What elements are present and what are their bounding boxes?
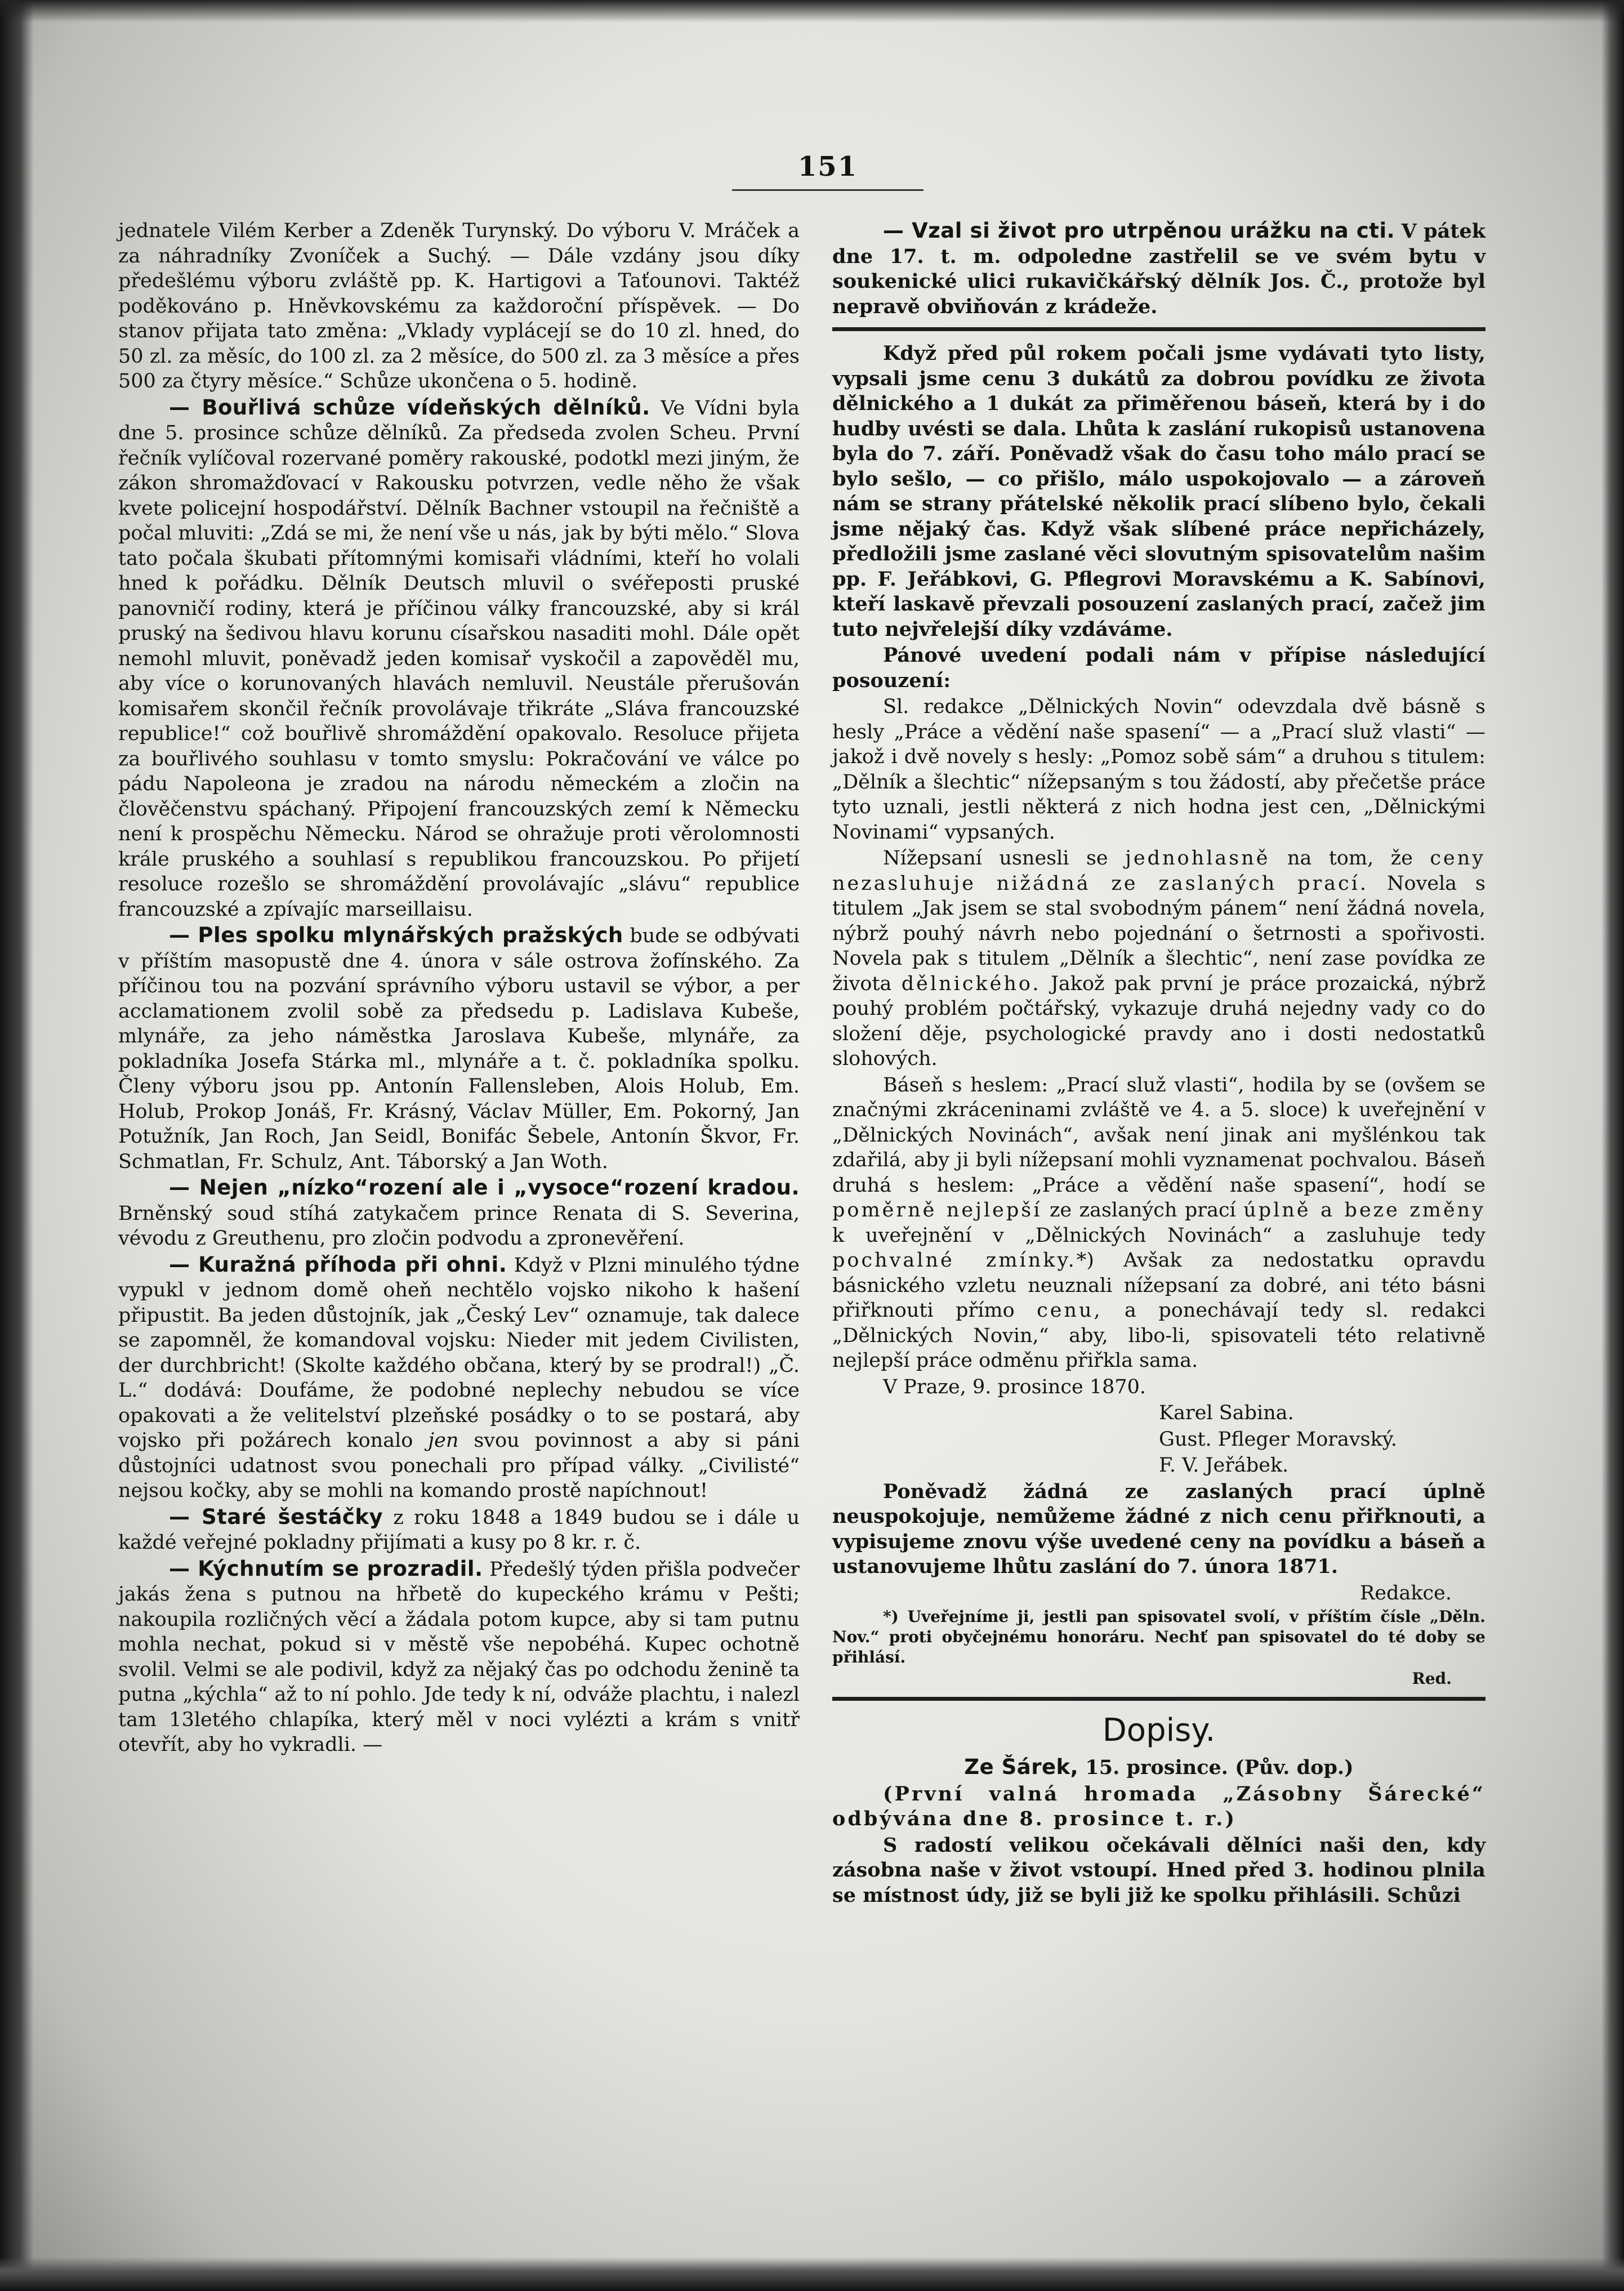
review-letter-p3: [832, 1073, 1485, 1374]
dopis-date: 15. prosince. (Pův. dop.): [1078, 1756, 1354, 1779]
review-p3-spaced-2: úplně a beze změny: [1243, 1199, 1485, 1222]
news-old-coins: [118, 1505, 800, 1555]
signature-jerabek: F. V. Jeřábek.: [1159, 1454, 1289, 1477]
footnote-sign: Red.: [1412, 1669, 1452, 1688]
dopis-body: S radostí velikou očekávali dělníci naši den, kdy zásobna naše v život vstoupí. Hned před 3. hodinou plnila se místnost údy, již se byli již ke spolku přihlásili. Schůzi: [832, 1833, 1485, 1907]
news-fire-incident: [118, 1253, 800, 1504]
body-fire-incident-b: svou povinnost a aby si páni důstojníci udatnost svou ponechali pro případ války. „Civilisté“ nejsou kočky, aby se mohli na komando prostě napíchnout!: [118, 1429, 800, 1502]
news-suicide: [832, 219, 1485, 319]
page-number-rule: [732, 189, 923, 191]
body-old-coins: z roku 1848 a 1849 budou se i dále u každé veřejné pokladny přijímati a kusy po 8 kr. r. č.: [118, 1506, 800, 1554]
review-p3-c: k uveřejnění v „Dělnických Novinách“ a zasluhuje tedy: [832, 1224, 1485, 1247]
dopis-place: Ze Šárek,: [964, 1755, 1079, 1779]
prize-announcement: Když před půl rokem počali jsme vydávati tyto listy, vypsali jsme cenu 3 dukátů za dobrou povídku ze života dělnického a 1 dukát za přiměřenou báseň, která by i do hudby uvésti se dala. Lhůta k zaslání rukopisů ustanovena byla do 7. září. Poněvadž však do času toho málo prací se bylo sešlo, — co přišlo, málo uspokojovalo — a zároveň nám se strany přátelské několik prací slíbeno bylo, čekali jsme nějaký čas. Když však slíbené práce nepřicházely, předložili jsme zaslané věci slovutným spisovatelům našim pp. F. Jeřábkovi, G. Pflegrovi Moravskému a K. Sabínovi, kteří laskavě převzali posouzení zaslaných prací, začež jim tuto nejvřelejší díky vzdáváme.: [832, 342, 1485, 641]
review-p2-d: Jakož pak první je práce prozaická, nýbrž pouhý problém počtářský, vykazuje druhá nejedny vady co do složení děje, psychologické pravdy ano i dosti nedostatků slohových.: [832, 972, 1486, 1070]
prize-review-intro: Pánové uvedení podali nám v přípise následující posouzení:: [832, 644, 1485, 692]
meeting-report-end: jednatele Vilém Kerber a Zdeněk Turynský. Do výboru V. Mráček a za náhradníky Zvoníček a Suchý. — Dále vzdány jsou díky předešlému výboru zvláště pp. K. Hartigovi a Taťounovi. Taktéž poděkováno p. Hněvkovskému za každoroční příspěvek. — Do stanov přijata tato změna: „Vklady vyplácejí se do 10 zl. hned, do 50 zl. za měsíc, do 100 zl. za 2 měsíce, do 500 zl. za 3 měsíce a přes 500 za čtyry měsíce.“ Schůze ukončena o 5. hodině.: [118, 220, 800, 393]
section-rule-dopisy: [832, 1697, 1485, 1701]
headline-millers-ball-dash: —: [169, 923, 198, 947]
news-millers-ball: [118, 923, 800, 1174]
body-fire-incident-emphasis: jen: [428, 1429, 459, 1452]
review-p3-spaced-4: cenu,: [1037, 1299, 1103, 1322]
review-p2-b: na tom, že: [1270, 847, 1430, 870]
section-rule: [832, 327, 1485, 331]
scan-edge-bottom: [0, 2257, 1624, 2291]
review-p3-b: ze zaslaných prací: [1042, 1199, 1244, 1222]
review-p2-a: Nížepsaní usnesli se: [883, 847, 1126, 870]
body-suicide: V pátek dne 17. t. m. odpoledne zastřelil se ve svém bytu v soukenické ulici rukavičkářský dělník Jos. Č., protože byl nepravě obviňován z krádeže.: [832, 220, 1485, 318]
review-p3-spaced-1: poměrně nejlepší: [832, 1199, 1042, 1222]
signature-sabina: Karel Sabina.: [1159, 1402, 1294, 1424]
review-p2-c: Novela s titulem „Jak jsem se stal svobodným pánem“ není žádná novela, nýbrž pouhý návrh nebo pojednání o šetrnosti a spořivosti. Novela pak s titulem „Dělník a šlechtic“, není zase povídka ze života: [832, 872, 1485, 995]
news-noble-thieves: [118, 1175, 800, 1251]
review-p3-spaced-3: pochvalné zmínky.: [832, 1249, 1077, 1272]
review-letter-p1: Sl. redakce „Dělnických Novin“ odevzdala dvě básně s hesly „Práce a vědění naše spasení“ — a „Prací služ vlasti“ — jakož i dvě novely s hesly: „Pomoz sobě sám“ a druhou s titulem: „Dělník a šlechtic“ nížepsaným s tou žádostí, aby přečetše práce tyto uznali, jestli některá z nich hodna jest cen, „Dělnickými Novinami“ vypsaných.: [832, 696, 1485, 844]
review-letter-p2: [832, 846, 1485, 1072]
scan-edge-top: [0, 0, 1624, 23]
headline-sneeze: Kýchnutím se prozradil.: [198, 1556, 483, 1581]
headline-vienna-meeting: —: [169, 395, 202, 420]
footnote: *) Uveřejníme ji, jestli pan spisovatel svolí, v příštím čísle „Děln. Nov.“ proti obyčejnému honoráru. Nechť pan spisovatel do té doby se přihlásí.: [832, 1607, 1485, 1666]
left-column: [118, 219, 800, 1759]
review-p2-spaced-1: jednohlasně: [1125, 847, 1270, 870]
body-millers-ball: bude se odbývati v příštím masopustě dne 4. února v sále ostrova žofínského. Za příčinou tou na pozvání správního výboru ustavil se výbor, a per acclamationem zvolil sobě za předsedu p. Ladislava Kubeše, mlynáře, za jeho náměstka Jaroslava Kubeše, mlynáře, za pokladníka Josefa Stárka ml., mlynáře a t. č. pokladníka spolku. Členy výboru jsou pp. Antonín Fallensleben, Alois Holub, Em. Holub, Prokop Jonáš, Fr. Krásný, Václav Müller, Em. Pokorný, Jan Potužník, Jan Roch, Jan Seidl, Bonifác Šebele, Antonín Škvor, Fr. Schmatlan, Fr. Schulz, Ant. Táborský a Jan Woth.: [118, 925, 800, 1173]
page-number: 151: [797, 151, 858, 182]
body-sneeze: Předešlý týden přišla podvečer jakás žena s putnou na hřbetě do kupeckého krámu v Pešti; nakoupila rozličných věcí a žádala potom kupce, aby si tam putnu mohla nechat, pokud si v městě vše nepobéhá. Kupec ochotně svolil. Velmi se ale podivil, když za nějaký čas po odchodu ženině ta putna „kýchla“ až to ní pohlo. Jde tedy k ní, odváže plachtu, i nalezl tam 13letého chlapíka, který měl v noci vylézti a krám s vnitř otevřít, aby ho vykradli. —: [118, 1558, 800, 1756]
headline-old-coins: Staré šestáčky: [202, 1504, 383, 1529]
review-p2-spaced-2: ceny nezasluhuje nižádná ze zaslaných prací.: [832, 847, 1486, 895]
review-p3-d: *) Avšak za nedostatku opravdu básnického vzletu neuznali nížepsaní za dobré, ani této básni přiřknouti přímo: [832, 1249, 1485, 1322]
scan-edge-left: [0, 0, 34, 2291]
signature-redakce: Redakce.: [1360, 1581, 1452, 1604]
body-vienna-meeting: Ve Vídni byla dne 5. prosince schůze dělníků. Za předseda zvolen Scheu. První řečník vylíčoval rozervané poměry rakouské, podotkl mezi jiným, že zákon shromažďovací v Rakousku potvrzen, vedle něho že však kvete policejní hospodářství. Dělník Bachner vstoupil na řečniště a počal mluviti: „Zdá se mi, že není vše u nás, jak by býti mělo.“ Slova tato počala škubati přítomnými komisaři vládními, kteří ho volali hned k pořádku. Dělník Deutsch mluvil o svéřeposti pruské panovničí rodiny, která je příčinou války francouzské, aby si král pruský na šedivou hlavu korunu císařskou nasaditi mohl. Dále opět nemohl mluvit, poněvadž jeden komisař vyskočil a zapověděl mu, aby více o korunovaných hlavách nemluvil. Neustále přerušován komisařem skončil řečník provolávaje třikráte „Sláva francouzské republice!“ což bouřlivě shromáždění opakovalo. Resoluce přijeta za bouřlivého souhlasu v tomto smyslu: Pokračování ve válce po pádu Napoleona je zradou na národu německém a zločin na člověčenstvu spáchaný. Připojení francouzských zemí k Německu není k prospěchu Německu. Národ se ohražuje proti věrolomnosti krále pruského a souhlasí s republikou francouzskou. Po přijetí resoluce rozešlo se shromáždění provolávajíc „slávu“ republice francouzské a zpívajíc marseillaisu.: [118, 396, 800, 921]
signature-pfleger: Gust. Pfleger Moravský.: [1159, 1428, 1398, 1451]
review-date: V Praze, 9. prosince 1870.: [883, 1375, 1146, 1398]
review-p3-e: a ponechávají tedy sl. redakci „Dělnických Novin,“ aby, libo-li, spisovateli této relativně nejlepší práce odměnu přiřkla sama.: [832, 1299, 1485, 1372]
news-vienna-workers-meeting: [118, 395, 800, 922]
dopis-header: [832, 1755, 1485, 1781]
review-p2-spaced-3: dělnického.: [901, 972, 1041, 995]
body-fire-incident-a: Když v Plzni minulého týdne vypukl v jednom domě oheň nechtělo vojsko nikoho k hašení připustit. Ba jeden důstojník, jak „Český Lev“ oznamuje, tak dalece se zapomněl, že komandoval vojsku: Nieder mit jedem Civilisten, der durchbricht! (Skolte každého občana, který by se prodral!) „Č. L.“ dodává: Doufáme, že podobné neplechy nebudou se více opakovati a že velitelství plzeňské posádky o to se postará, aby vojsko při požárech konalo: [118, 1254, 800, 1452]
headline-sneeze-dash: —: [169, 1556, 198, 1581]
scan-edge-right: [1601, 0, 1624, 2291]
dopis-subtitle: (První valná hromada „Zásobny Šárecké“ odbývána dne 8. prosince t. r.): [832, 1782, 1485, 1830]
headline-noble-thieves: Nejen „nízko“rození ale i „vysoce“rození kradou.: [199, 1175, 800, 1200]
right-column: [832, 219, 1485, 1909]
prize-renewal: Poněvadž žádná ze zaslaných prací úplně neuspokojuje, nemůžeme žádné z nich cenu přiřknouti, a vypisujeme znovu výše uvedené ceny na povídku a báseň a ustanovujeme lhůtu zaslání do 7. února 1871.: [832, 1479, 1485, 1578]
body-noble-thieves: Brněnský soud stíhá zatykačem prince Renata di S. Severina, vévodu z Greuthenu, pro zločin podvodu a zpronevěření.: [118, 1202, 800, 1250]
news-sneeze: [118, 1557, 800, 1758]
headline-suicide: — Vzal si život pro utrpěnou urážku na cti.: [883, 219, 1395, 243]
review-p3-a: Báseň s heslem: „Prací služ vlasti“, hodila by se (ovšem se značnými zkráceninami zvláště ve 4. a 5. sloce) k uveřejnění v „Dělnických Novinách“, avšak není jinak ani myšlénkou tak zdařilá, aby ji byli nížepsaní mohli vyznamenat pochvalou. Báseň druhá s heslem: „Práce a vědění naše spasení“, hodí se: [832, 1073, 1485, 1197]
headline-coins-dash: —: [169, 1504, 202, 1529]
headline-millers-ball: Ples spolku mlynářských pražských: [198, 923, 623, 947]
headline-fire-dash: —: [169, 1252, 199, 1277]
headline-noble-dash: —: [169, 1175, 199, 1200]
headline-vienna-meeting-text: Bouřlivá schůze vídeňských dělníků.: [202, 395, 650, 420]
dopisy-title: Dopisy.: [1102, 1712, 1216, 1749]
headline-fire-incident: Kuražná příhoda při ohni.: [198, 1252, 507, 1277]
